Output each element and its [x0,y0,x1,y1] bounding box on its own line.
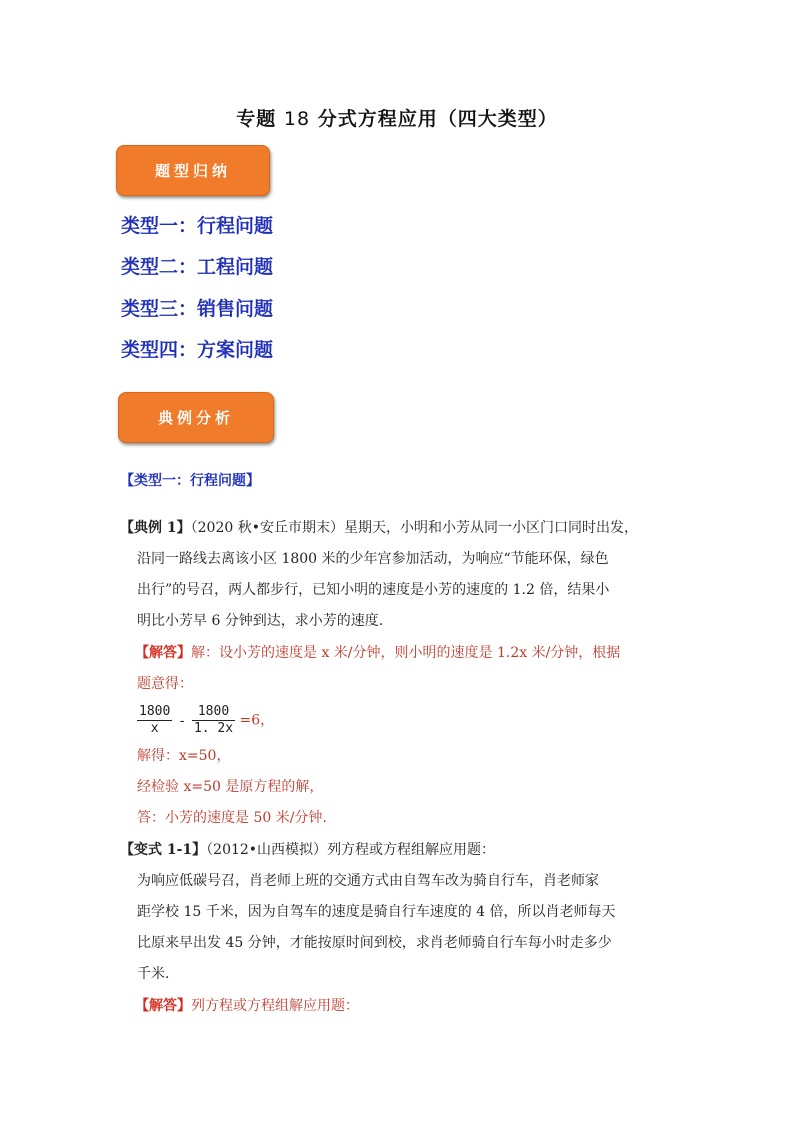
variant1-line4: 千米. [137,966,170,982]
minus-sign: - [179,712,185,729]
answer1-line6: 答：小芳的速度是 50 米/分钟. [137,810,327,826]
equation-rest: =6， [239,712,275,729]
variant1-line2: 距学校 15 千米，因为自驾车的速度是骑自行车速度的 4 倍，所以肖老师每天 [137,904,616,920]
type-item-2: 类型二：工程问题 [121,256,274,278]
answer1-line5: 经检验 x=50 是原方程的解， [137,779,324,795]
answer1-first-line [135,643,620,663]
analysis-badge: 典例分析 [118,392,274,443]
variant1-line3: 比原来早出发 45 分钟，才能按原时间到校，求肖老师骑自行车每小时走多少 [137,935,612,951]
example1-line1: 星期天，小明和小芳从同一小区门口同时出发， [343,520,638,536]
section-heading: 【类型一：行程问题】 [120,473,260,489]
page-title [0,104,794,131]
type-item-1: 类型一：行程问题 [121,215,274,237]
example1-tag: 【典例 1】 [120,520,191,536]
answer1-tag: 【解答】 [135,645,191,661]
answer1-equation [137,704,274,737]
answer1-line2: 题意得： [137,676,193,692]
example1-line3: 出行”的号召，两人都步行，已知小明的速度是小芳的速度的 1.2 倍，结果小 [137,582,610,598]
variant1-rest: 列方程或方程组解应用题： [327,842,496,858]
fraction-2-denominator: 1. 2x [193,721,234,736]
summary-badge: 题型归纳 [116,145,270,196]
fraction-1-denominator: x [150,721,159,736]
title-text: 分式方程应用（四大类型） [310,108,558,130]
type-item-4: 类型四：方案问题 [121,339,274,361]
variant1-line1: 为响应低碳号召，肖老师上班的交通方式由自驾车改为骑自行车，肖老师家 [137,873,599,889]
answer1-line4: 解得：x=50， [137,748,231,764]
answer2-rest: 列方程或方程组解应用题： [191,998,359,1014]
fraction-2 [192,704,235,737]
answer1-line1: 解：设小芳的速度是 x 米/分钟，则小明的速度是 1.2x 米/分钟，根据 [191,645,621,661]
answer2-tag: 【解答】 [135,998,191,1014]
variant1-tag: 【变式 1-1】 [120,842,207,858]
type-item-3: 类型三：销售问题 [121,298,274,320]
title-number: 18 [283,108,311,130]
fraction-1 [137,704,172,737]
fraction-1-numerator: 1800 [139,704,171,719]
fraction-2-numerator: 1800 [192,704,235,721]
example1-source: （2020 秋•安丘市期末） [190,520,344,536]
answer2-line [135,996,359,1016]
title-prefix: 专题 [236,108,284,130]
example1-first-line [120,518,638,538]
example1-line2: 沿同一路线去离该小区 1800 米的少年宫参加活动，为响应“节能环保，绿色 [137,551,609,567]
example1-line4: 明比小芳早 6 分钟到达，求小芳的速度. [137,613,384,629]
variant1-first-line [120,840,495,860]
variant1-source: （2012•山西模拟） [206,842,328,858]
